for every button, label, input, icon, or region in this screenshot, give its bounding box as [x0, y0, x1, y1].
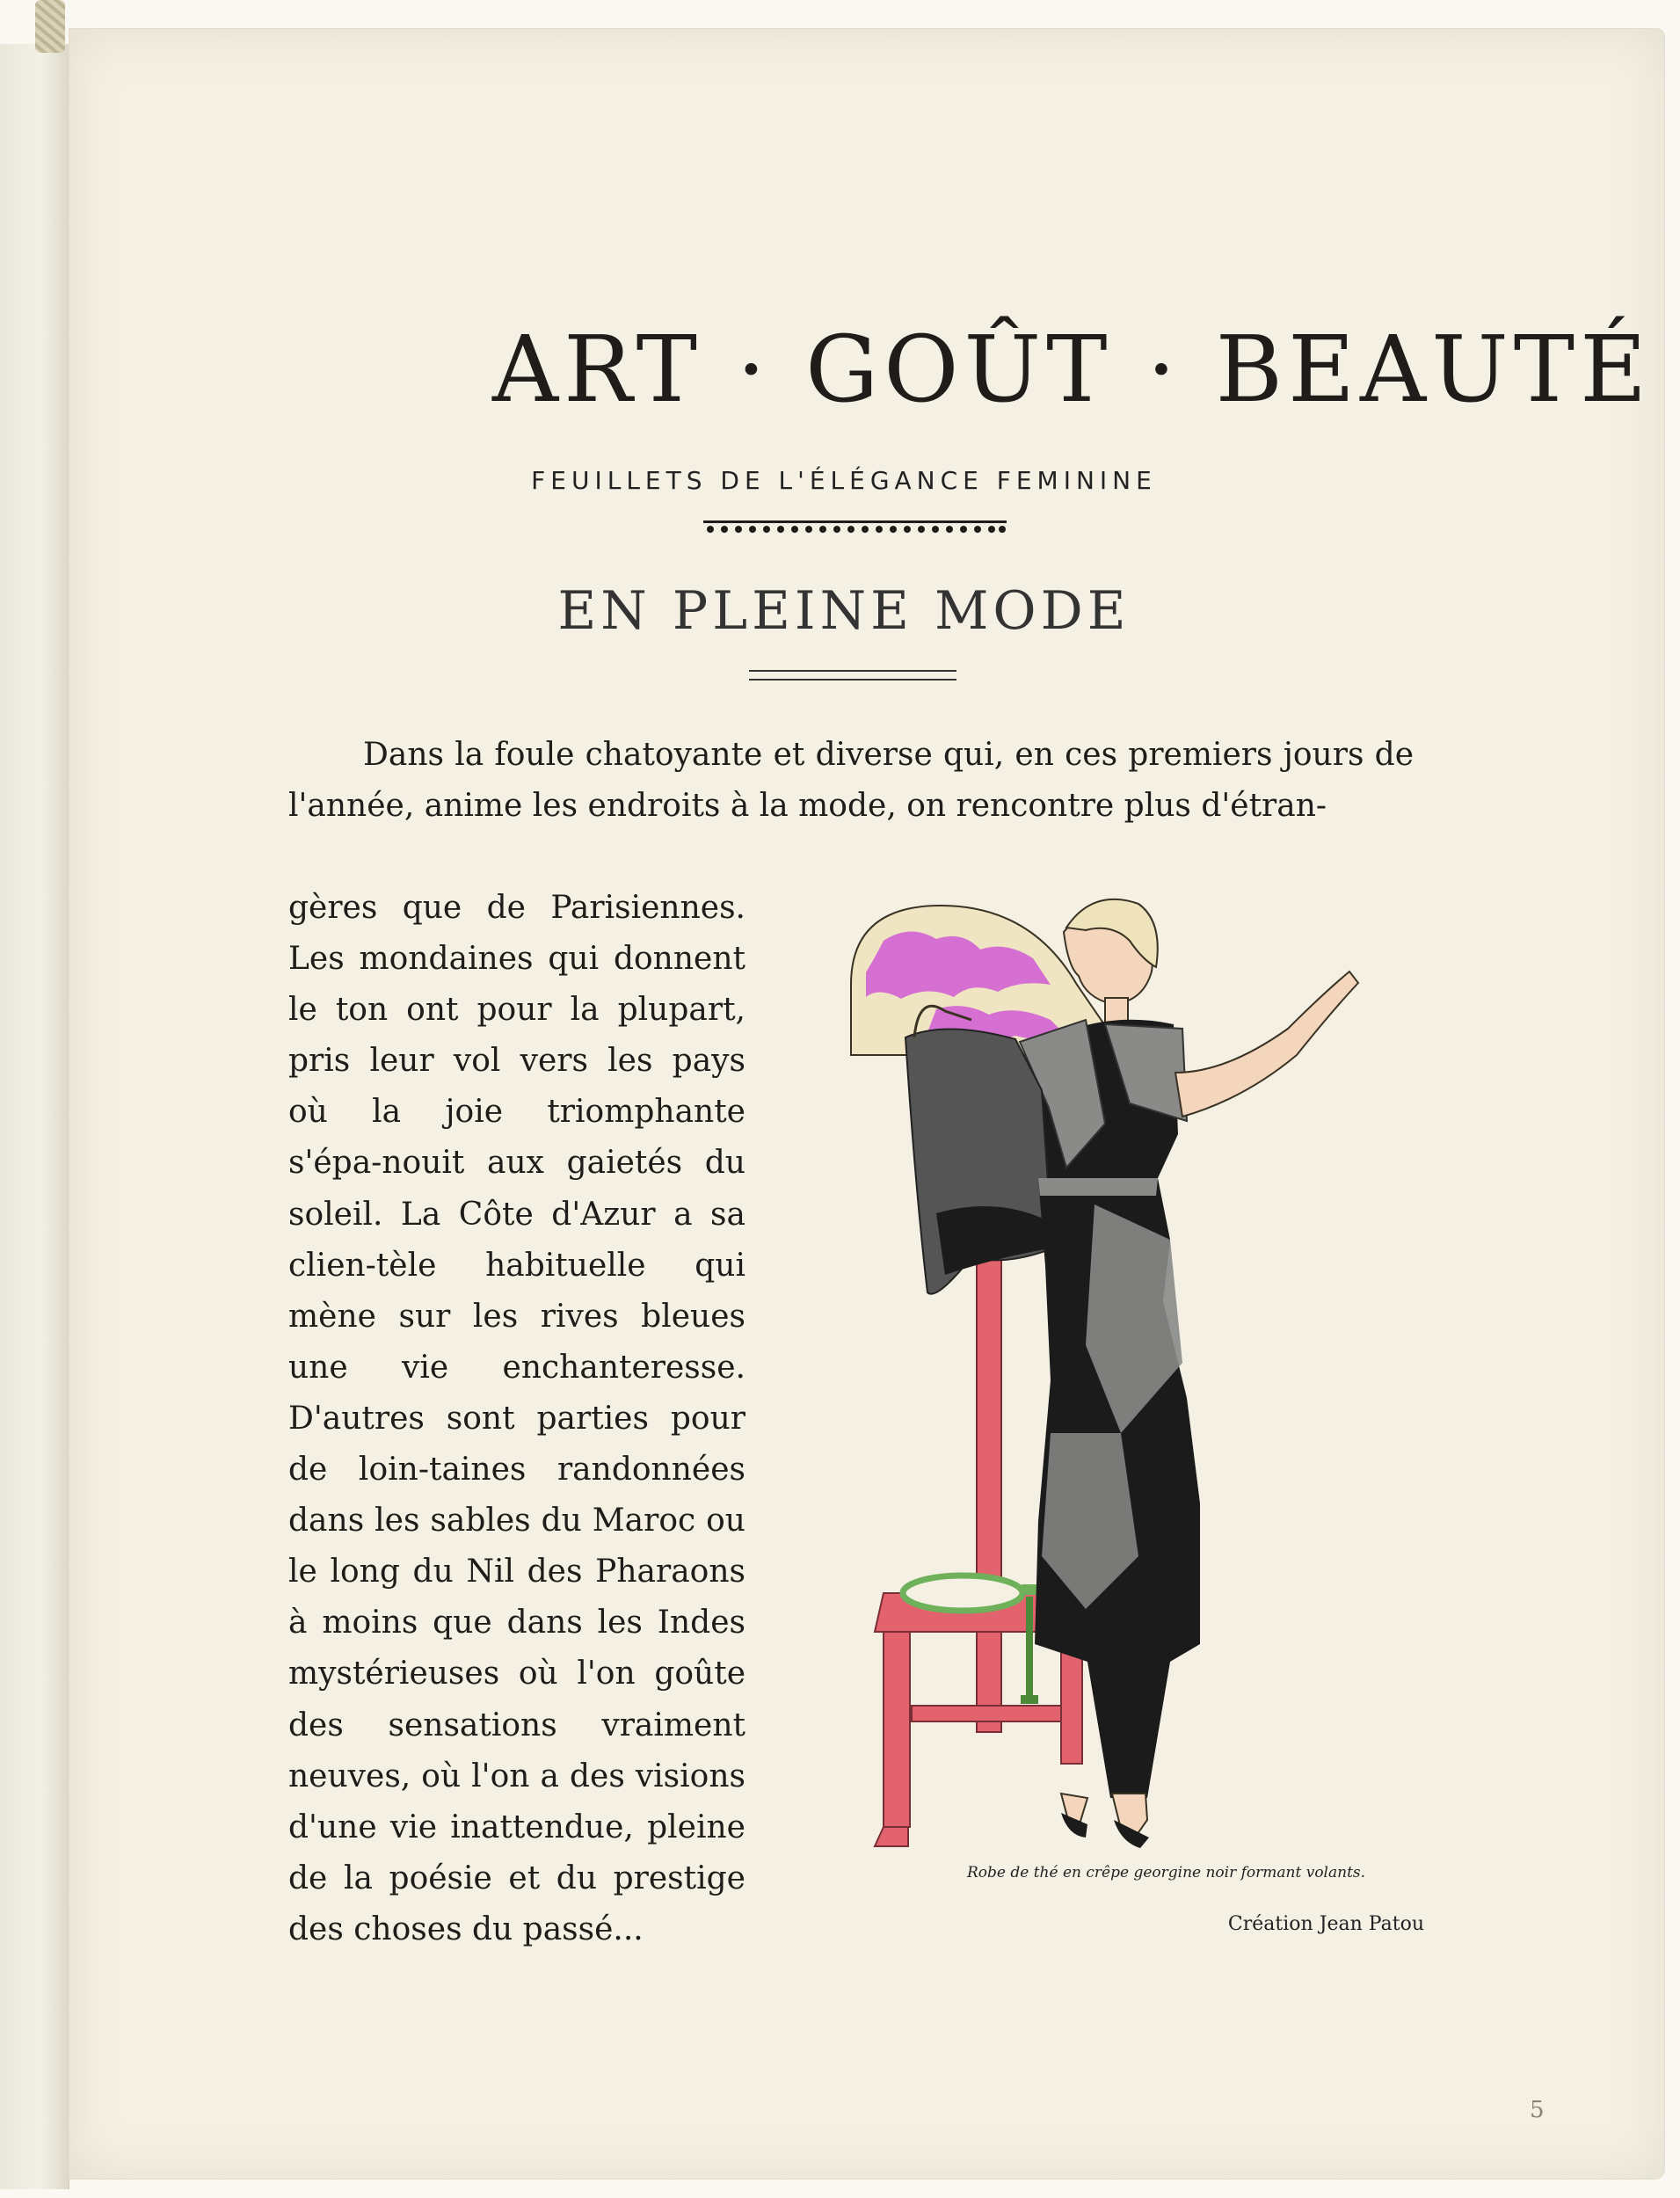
binding-string — [35, 0, 65, 53]
illustration-caption: Robe de thé en crêpe georgine noir formant volants. — [967, 1864, 1366, 1881]
title-double-rule — [749, 670, 956, 681]
previous-page-edge — [0, 44, 69, 2189]
masthead-subtitle: FEUILLETS DE L'ÉLÉGANCE FEMININE — [531, 466, 1157, 495]
article-body-column: gères que de Parisiennes. Les mondaines qui donnent le ton ont pour la plupart, pris leur vol vers les pays où la joie triomphante s'épa-nouit aux gaietés du soleil. La Côte d'Azur a sa clien-tèle habituelle qui mène sur les rives bleues une vie enchanteresse. D'autres sont parties pour de loin-taines randonnées dans les sables du Maroc ou le long du Nil des Pharaons à moins que dans les Indes mystérieuses où l'on goûte des sensations vraiment neuves, où l'on a des visions d'une vie inattendue, pleine de la poésie et du prestige des choses du passé... — [288, 890, 745, 1947]
fashion-illustration — [831, 888, 1429, 1864]
masthead-title: ART · GOÛT · BEAUTÉ — [492, 316, 1653, 423]
masthead — [492, 316, 1653, 440]
page-mark: 5 — [1530, 2097, 1545, 2123]
article-intro: Dans la foule chatoyante et diverse qui, en ces premiers jours de l'année, anime les endroits à la mode, on rencontre plus d'étran- — [288, 737, 1414, 824]
article-title: EN PLEINE MODE — [557, 580, 1131, 642]
ornament-divider — [703, 519, 1007, 538]
illustration-credit: Création Jean Patou — [1227, 1913, 1424, 1935]
